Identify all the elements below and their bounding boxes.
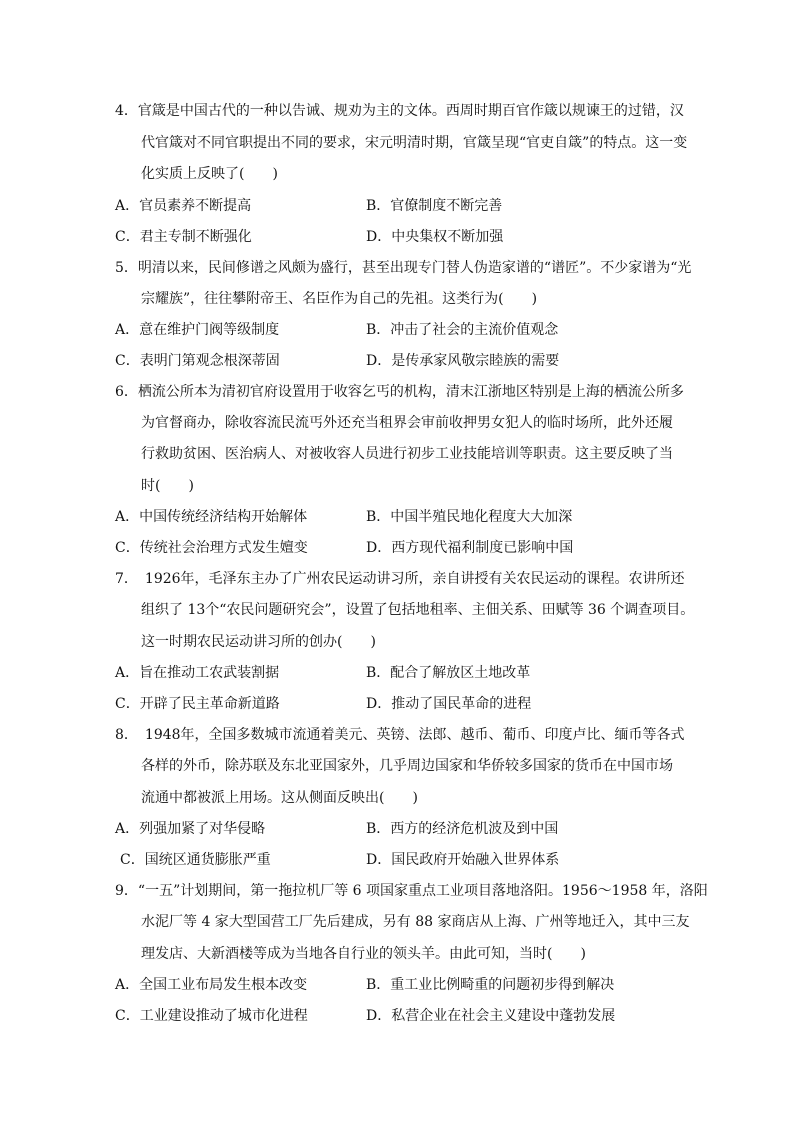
question-9-stem-line-1: 9．“一五”计划期间，第一拖拉机厂等 6 项国家重点工业项目落地洛阳。1956～1958 年，洛阳 [115,883,708,899]
question-5-option-b[interactable]: B．冲击了社会的主流价值观念 [366,322,559,338]
question-4-option-d[interactable]: D．中央集权不断加强 [366,229,504,245]
question-8-stem-line-1: 8． 1948年，全国多数城市流通着美元、英镑、法郎、越币、葡币、印度卢比、缅币等各式 [115,727,685,743]
question-4-stem-line-3: 化实质上反映了( ) [141,166,278,182]
question-9-option-b[interactable]: B．重工业比例畸重的问题初步得到解决 [366,977,615,993]
question-9-option-c[interactable]: C．工业建设推动了城市化进程 [115,1008,308,1024]
question-5-stem-line-1: 5．明清以来，民间修谱之风颇为盛行，甚至出现专门替人伪造家谱的“谱匠”。不少家谱为“光 [115,260,692,276]
question-8-stem-line-3: 流通中都被派上用场。这从侧面反映出( ) [141,790,418,806]
question-5-option-d[interactable]: D．是传承家风敬宗睦族的需要 [366,353,560,369]
question-7-option-c[interactable]: C．开辟了民主革命新道路 [115,696,280,712]
question-9-stem-line-3: 理发店、大新酒楼等成为当地各自行业的领头羊。由此可知，当时( ) [141,946,586,962]
question-6-option-b[interactable]: B．中国半殖民地化程度大大加深 [366,509,573,525]
question-7-option-a[interactable]: A．旨在推动工农武装割据 [115,665,280,681]
question-9-option-d[interactable]: D．私营企业在社会主义建设中蓬勃发展 [366,1008,616,1024]
question-5-stem-line-2: 宗耀族”，往往攀附帝王、名臣作为自己的先祖。这类行为( ) [141,291,538,307]
question-7-stem-line-3: 这一时期农民运动讲习所的创办( ) [141,634,376,650]
question-6-stem-line-3: 行救助贫困、医治病人、对被收容人员进行初步工业技能培训等职责。这主要反映了当 [141,446,673,462]
question-8-option-b[interactable]: B．西方的经济危机波及到中国 [366,821,559,837]
question-5-option-c[interactable]: C．表明门第观念根深蒂固 [115,353,280,369]
question-6-option-d[interactable]: D．西方现代福利制度已影响中国 [366,540,574,556]
question-6-option-c[interactable]: C．传统社会治理方式发生嬗变 [115,540,308,556]
question-8-stem-line-2: 各样的外币，除苏联及东北亚国家外，几乎周边国家和华侨较多国家的货币在中国市场 [141,758,673,774]
question-4-option-a[interactable]: A．官员素养不断提高 [115,198,252,214]
question-7-option-b[interactable]: B．配合了解放区土地改革 [366,665,531,681]
question-6-stem-line-2: 为官督商办，除收容流民流丐外还充当租界会审前收押男女犯人的临时场所，此外还履 [141,415,673,431]
question-4-option-c[interactable]: C．君主专制不断强化 [115,229,252,245]
question-7-stem-line-2: 组织了 13个“农民问题研究会”，设置了包括地租率、主佃关系、田赋等 36 个调查项目。 [141,602,695,618]
question-6-option-a[interactable]: A．中国传统经济结构开始解体 [115,509,308,525]
question-8-option-a[interactable]: A．列强加紧了对华侵略 [115,821,266,837]
question-4-stem-line-2: 代官箴对不同官职提出不同的要求，宋元明清时期，官箴呈现“官吏自箴”的特点。这一变 [141,135,688,151]
question-7-stem-line-1: 7． 1926年，毛泽东主办了广州农民运动讲习所，亲自讲授有关农民运动的课程。农讲所还 [115,571,685,587]
question-6-stem-line-4: 时( ) [141,478,194,494]
question-7-option-d[interactable]: D．推动了国民革命的进程 [366,696,532,712]
question-8-option-d[interactable]: D．国民政府开始融入世界体系 [366,852,560,868]
question-9-stem-line-2: 水泥厂等 4 家大型国营工厂先后建成，另有 88 家商店从上海、广州等地迁入，其中三友 [141,914,690,930]
question-8-option-c[interactable]: C．国统区通货膨胀严重 [120,852,271,868]
question-4-option-b[interactable]: B．官僚制度不断完善 [366,198,503,214]
question-4-stem-line-1: 4．官箴是中国古代的一种以告诫、规劝为主的文体。西周时期百官作箴以规谏王的过错，汉 [115,103,684,119]
question-5-option-a[interactable]: A．意在维护门阀等级制度 [115,322,280,338]
question-6-stem-line-1: 6．栖流公所本为清初官府设置用于收容乞丐的机构，清末江浙地区特别是上海的栖流公所多 [115,384,684,400]
question-9-option-a[interactable]: A．全国工业布局发生根本改变 [115,977,308,993]
